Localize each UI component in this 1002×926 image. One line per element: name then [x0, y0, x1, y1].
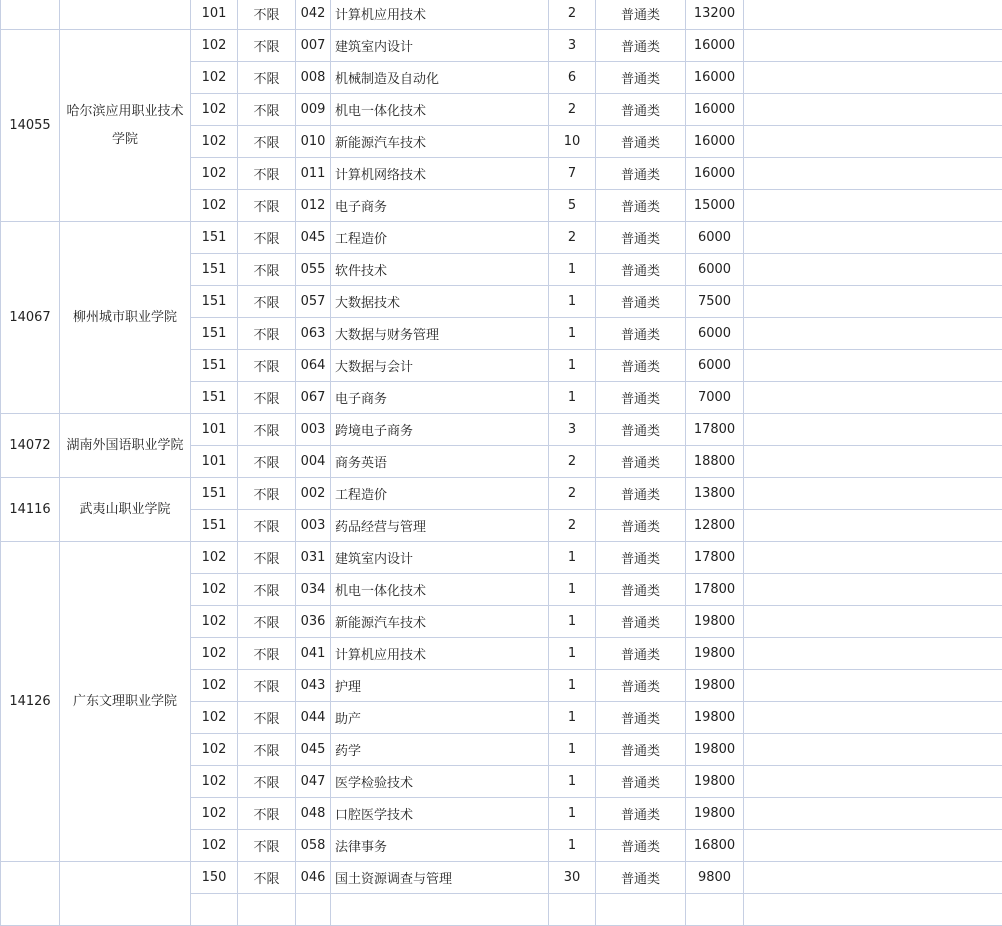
- tuition-fee-cell: 13800: [686, 478, 744, 510]
- table-row: [1, 478, 1002, 510]
- remarks-cell: [744, 318, 1002, 350]
- major-code-cell: 064: [296, 350, 331, 382]
- batch-number-cell: 102: [191, 542, 238, 574]
- subject-limit-cell: 不限: [238, 222, 296, 254]
- batch-number-cell: 102: [191, 94, 238, 126]
- batch-number-cell: 102: [191, 30, 238, 62]
- remarks-cell: [744, 190, 1002, 222]
- subject-limit-cell: 不限: [238, 318, 296, 350]
- subject-limit-cell: 不限: [238, 830, 296, 862]
- remarks-cell: [744, 30, 1002, 62]
- category-cell: 普通类: [596, 94, 686, 126]
- major-name-cell: 商务英语: [331, 446, 549, 478]
- plan-count-cell: 2: [549, 94, 596, 126]
- tuition-fee-cell: 19800: [686, 670, 744, 702]
- batch-number-cell: 102: [191, 574, 238, 606]
- school-name-cell: [60, 0, 191, 30]
- school-name-cell: 广东文理职业学院: [60, 542, 191, 862]
- major-name-cell: 机械制造及自动化: [331, 62, 549, 94]
- school-code-cell: 14055: [1, 30, 60, 222]
- plan-count-cell: 1: [549, 734, 596, 766]
- category-cell: 普通类: [596, 0, 686, 30]
- remarks-cell: [744, 766, 1002, 798]
- plan-count-cell: 30: [549, 862, 596, 894]
- major-name-cell: 新能源汽车技术: [331, 126, 549, 158]
- category-cell: 普通类: [596, 830, 686, 862]
- category-cell: 普通类: [596, 542, 686, 574]
- school-code-cell: 14072: [1, 414, 60, 478]
- subject-limit-cell: 不限: [238, 0, 296, 30]
- school-code-cell: 14116: [1, 478, 60, 542]
- subject-limit-cell: 不限: [238, 766, 296, 798]
- tuition-fee-cell: [686, 894, 744, 926]
- table-row: [1, 542, 1002, 574]
- remarks-cell: [744, 734, 1002, 766]
- major-code-cell: 002: [296, 478, 331, 510]
- major-name-cell: 工程造价: [331, 478, 549, 510]
- remarks-cell: [744, 126, 1002, 158]
- subject-limit-cell: 不限: [238, 190, 296, 222]
- remarks-cell: [744, 414, 1002, 446]
- batch-number-cell: 151: [191, 286, 238, 318]
- school-name-cell: 武夷山职业学院: [60, 478, 191, 542]
- subject-limit-cell: 不限: [238, 734, 296, 766]
- plan-count-cell: [549, 894, 596, 926]
- category-cell: 普通类: [596, 126, 686, 158]
- tuition-fee-cell: 7500: [686, 286, 744, 318]
- major-code-cell: 045: [296, 734, 331, 766]
- category-cell: 普通类: [596, 446, 686, 478]
- subject-limit-cell: 不限: [238, 446, 296, 478]
- major-name-cell: 机电一体化技术: [331, 574, 549, 606]
- category-cell: 普通类: [596, 286, 686, 318]
- category-cell: 普通类: [596, 158, 686, 190]
- major-name-cell: 大数据与会计: [331, 350, 549, 382]
- batch-number-cell: 151: [191, 382, 238, 414]
- plan-count-cell: 2: [549, 510, 596, 542]
- subject-limit-cell: 不限: [238, 702, 296, 734]
- school-code-cell: 14126: [1, 542, 60, 862]
- school-code-cell: [1, 0, 60, 30]
- plan-count-cell: 1: [549, 766, 596, 798]
- tuition-fee-cell: 19800: [686, 638, 744, 670]
- subject-limit-cell: 不限: [238, 606, 296, 638]
- school-name-cell: 柳州城市职业学院: [60, 222, 191, 414]
- major-code-cell: 031: [296, 542, 331, 574]
- subject-limit-cell: 不限: [238, 350, 296, 382]
- major-code-cell: 012: [296, 190, 331, 222]
- major-code-cell: 044: [296, 702, 331, 734]
- remarks-cell: [744, 670, 1002, 702]
- major-code-cell: 055: [296, 254, 331, 286]
- batch-number-cell: 101: [191, 446, 238, 478]
- category-cell: 普通类: [596, 222, 686, 254]
- plan-count-cell: 1: [549, 638, 596, 670]
- tuition-fee-cell: 16800: [686, 830, 744, 862]
- remarks-cell: [744, 0, 1002, 30]
- tuition-fee-cell: 15000: [686, 190, 744, 222]
- remarks-cell: [744, 94, 1002, 126]
- major-code-cell: 003: [296, 510, 331, 542]
- tuition-fee-cell: 16000: [686, 30, 744, 62]
- batch-number-cell: 151: [191, 254, 238, 286]
- major-code-cell: 010: [296, 126, 331, 158]
- school-code-cell: 14067: [1, 222, 60, 414]
- plan-count-cell: 2: [549, 0, 596, 30]
- subject-limit-cell: 不限: [238, 670, 296, 702]
- batch-number-cell: 102: [191, 798, 238, 830]
- subject-limit-cell: 不限: [238, 62, 296, 94]
- remarks-cell: [744, 606, 1002, 638]
- tuition-fee-cell: 17800: [686, 542, 744, 574]
- plan-count-cell: 10: [549, 126, 596, 158]
- plan-count-cell: 2: [549, 478, 596, 510]
- table-row: [1, 862, 1002, 894]
- major-code-cell: 041: [296, 638, 331, 670]
- batch-number-cell: 102: [191, 702, 238, 734]
- subject-limit-cell: 不限: [238, 574, 296, 606]
- plan-count-cell: 1: [549, 702, 596, 734]
- major-code-cell: 048: [296, 798, 331, 830]
- table-row: [1, 222, 1002, 254]
- tuition-fee-cell: 13200: [686, 0, 744, 30]
- category-cell: 普通类: [596, 350, 686, 382]
- tuition-fee-cell: 6000: [686, 350, 744, 382]
- batch-number-cell: 101: [191, 0, 238, 30]
- remarks-cell: [744, 446, 1002, 478]
- major-name-cell: 口腔医学技术: [331, 798, 549, 830]
- major-name-cell: 医学检验技术: [331, 766, 549, 798]
- major-code-cell: 063: [296, 318, 331, 350]
- category-cell: 普通类: [596, 638, 686, 670]
- major-name-cell: 国土资源调查与管理: [331, 862, 549, 894]
- subject-limit-cell: 不限: [238, 638, 296, 670]
- major-name-cell: 建筑室内设计: [331, 30, 549, 62]
- remarks-cell: [744, 894, 1002, 926]
- tuition-fee-cell: 12800: [686, 510, 744, 542]
- major-code-cell: 007: [296, 30, 331, 62]
- table-row: [1, 30, 1002, 62]
- major-code-cell: 043: [296, 670, 331, 702]
- major-code-cell: 011: [296, 158, 331, 190]
- subject-limit-cell: 不限: [238, 542, 296, 574]
- major-name-cell: 大数据技术: [331, 286, 549, 318]
- category-cell: 普通类: [596, 382, 686, 414]
- subject-limit-cell: 不限: [238, 798, 296, 830]
- batch-number-cell: 102: [191, 830, 238, 862]
- major-name-cell: 建筑室内设计: [331, 542, 549, 574]
- subject-limit-cell: 不限: [238, 158, 296, 190]
- tuition-fee-cell: 6000: [686, 222, 744, 254]
- subject-limit-cell: 不限: [238, 414, 296, 446]
- batch-number-cell: 101: [191, 414, 238, 446]
- tuition-fee-cell: 19800: [686, 766, 744, 798]
- tuition-fee-cell: 16000: [686, 158, 744, 190]
- major-name-cell: 助产: [331, 702, 549, 734]
- major-code-cell: 047: [296, 766, 331, 798]
- subject-limit-cell: 不限: [238, 30, 296, 62]
- category-cell: 普通类: [596, 606, 686, 638]
- major-code-cell: 045: [296, 222, 331, 254]
- plan-count-cell: 1: [549, 382, 596, 414]
- batch-number-cell: 151: [191, 222, 238, 254]
- plan-count-cell: 1: [549, 350, 596, 382]
- major-name-cell: 新能源汽车技术: [331, 606, 549, 638]
- batch-number-cell: 102: [191, 126, 238, 158]
- tuition-fee-cell: 6000: [686, 254, 744, 286]
- plan-count-cell: 1: [549, 286, 596, 318]
- remarks-cell: [744, 350, 1002, 382]
- remarks-cell: [744, 286, 1002, 318]
- major-name-cell: 电子商务: [331, 190, 549, 222]
- major-name-cell: 药学: [331, 734, 549, 766]
- major-code-cell: 004: [296, 446, 331, 478]
- subject-limit-cell: 不限: [238, 254, 296, 286]
- major-code-cell: 008: [296, 62, 331, 94]
- tuition-fee-cell: 19800: [686, 798, 744, 830]
- tuition-fee-cell: 19800: [686, 606, 744, 638]
- major-code-cell: 003: [296, 414, 331, 446]
- batch-number-cell: 102: [191, 190, 238, 222]
- tuition-fee-cell: 7000: [686, 382, 744, 414]
- remarks-cell: [744, 574, 1002, 606]
- major-name-cell: 护理: [331, 670, 549, 702]
- plan-count-cell: 1: [549, 318, 596, 350]
- school-name-cell: 哈尔滨应用职业技术学院: [60, 30, 191, 222]
- major-name-cell: [331, 894, 549, 926]
- plan-count-cell: 2: [549, 446, 596, 478]
- remarks-cell: [744, 862, 1002, 894]
- school-name-cell: [60, 862, 191, 926]
- category-cell: 普通类: [596, 670, 686, 702]
- table-row: [1, 414, 1002, 446]
- remarks-cell: [744, 222, 1002, 254]
- remarks-cell: [744, 798, 1002, 830]
- subject-limit-cell: 不限: [238, 478, 296, 510]
- major-code-cell: 046: [296, 862, 331, 894]
- plan-count-cell: 5: [549, 190, 596, 222]
- plan-count-cell: 1: [549, 670, 596, 702]
- school-code-cell: [1, 862, 60, 926]
- major-name-cell: 跨境电子商务: [331, 414, 549, 446]
- tuition-fee-cell: 19800: [686, 734, 744, 766]
- remarks-cell: [744, 638, 1002, 670]
- school-name-cell: 湖南外国语职业学院: [60, 414, 191, 478]
- remarks-cell: [744, 542, 1002, 574]
- major-name-cell: 计算机网络技术: [331, 158, 549, 190]
- batch-number-cell: 102: [191, 734, 238, 766]
- major-name-cell: 计算机应用技术: [331, 0, 549, 30]
- remarks-cell: [744, 254, 1002, 286]
- major-name-cell: 机电一体化技术: [331, 94, 549, 126]
- category-cell: 普通类: [596, 30, 686, 62]
- batch-number-cell: 102: [191, 62, 238, 94]
- batch-number-cell: 102: [191, 638, 238, 670]
- plan-count-cell: 1: [549, 830, 596, 862]
- plan-count-cell: 1: [549, 542, 596, 574]
- batch-number-cell: [191, 894, 238, 926]
- batch-number-cell: 151: [191, 350, 238, 382]
- batch-number-cell: 102: [191, 670, 238, 702]
- remarks-cell: [744, 510, 1002, 542]
- major-code-cell: [296, 894, 331, 926]
- batch-number-cell: 150: [191, 862, 238, 894]
- major-name-cell: 法律事务: [331, 830, 549, 862]
- remarks-cell: [744, 478, 1002, 510]
- major-name-cell: 药品经营与管理: [331, 510, 549, 542]
- remarks-cell: [744, 158, 1002, 190]
- plan-count-cell: 6: [549, 62, 596, 94]
- category-cell: 普通类: [596, 702, 686, 734]
- subject-limit-cell: [238, 894, 296, 926]
- tuition-fee-cell: 16000: [686, 94, 744, 126]
- tuition-fee-cell: 17800: [686, 574, 744, 606]
- major-code-cell: 034: [296, 574, 331, 606]
- category-cell: 普通类: [596, 190, 686, 222]
- batch-number-cell: 102: [191, 606, 238, 638]
- batch-number-cell: 151: [191, 510, 238, 542]
- subject-limit-cell: 不限: [238, 126, 296, 158]
- major-code-cell: 042: [296, 0, 331, 30]
- batch-number-cell: 151: [191, 478, 238, 510]
- table-row: [1, 0, 1002, 30]
- major-code-cell: 057: [296, 286, 331, 318]
- major-name-cell: 软件技术: [331, 254, 549, 286]
- category-cell: 普通类: [596, 862, 686, 894]
- tuition-fee-cell: 9800: [686, 862, 744, 894]
- major-name-cell: 工程造价: [331, 222, 549, 254]
- category-cell: [596, 894, 686, 926]
- category-cell: 普通类: [596, 798, 686, 830]
- batch-number-cell: 102: [191, 766, 238, 798]
- remarks-cell: [744, 62, 1002, 94]
- tuition-fee-cell: 19800: [686, 702, 744, 734]
- plan-count-cell: 1: [549, 798, 596, 830]
- subject-limit-cell: 不限: [238, 286, 296, 318]
- subject-limit-cell: 不限: [238, 862, 296, 894]
- tuition-fee-cell: 6000: [686, 318, 744, 350]
- batch-number-cell: 151: [191, 318, 238, 350]
- plan-count-cell: 3: [549, 30, 596, 62]
- remarks-cell: [744, 382, 1002, 414]
- major-code-cell: 067: [296, 382, 331, 414]
- remarks-cell: [744, 830, 1002, 862]
- category-cell: 普通类: [596, 574, 686, 606]
- tuition-fee-cell: 16000: [686, 126, 744, 158]
- subject-limit-cell: 不限: [238, 94, 296, 126]
- category-cell: 普通类: [596, 318, 686, 350]
- category-cell: 普通类: [596, 734, 686, 766]
- plan-count-cell: 2: [549, 222, 596, 254]
- major-name-cell: 电子商务: [331, 382, 549, 414]
- major-name-cell: 计算机应用技术: [331, 638, 549, 670]
- major-code-cell: 036: [296, 606, 331, 638]
- table-body: [1, 0, 1002, 926]
- category-cell: 普通类: [596, 414, 686, 446]
- plan-count-cell: 7: [549, 158, 596, 190]
- category-cell: 普通类: [596, 62, 686, 94]
- tuition-fee-cell: 18800: [686, 446, 744, 478]
- category-cell: 普通类: [596, 478, 686, 510]
- major-code-cell: 009: [296, 94, 331, 126]
- category-cell: 普通类: [596, 254, 686, 286]
- plan-count-cell: 3: [549, 414, 596, 446]
- tuition-fee-cell: 17800: [686, 414, 744, 446]
- major-code-cell: 058: [296, 830, 331, 862]
- category-cell: 普通类: [596, 766, 686, 798]
- tuition-fee-cell: 16000: [686, 62, 744, 94]
- plan-count-cell: 1: [549, 606, 596, 638]
- remarks-cell: [744, 702, 1002, 734]
- batch-number-cell: 102: [191, 158, 238, 190]
- plan-count-cell: 1: [549, 254, 596, 286]
- subject-limit-cell: 不限: [238, 510, 296, 542]
- plan-count-cell: 1: [549, 574, 596, 606]
- major-name-cell: 大数据与财务管理: [331, 318, 549, 350]
- subject-limit-cell: 不限: [238, 382, 296, 414]
- category-cell: 普通类: [596, 510, 686, 542]
